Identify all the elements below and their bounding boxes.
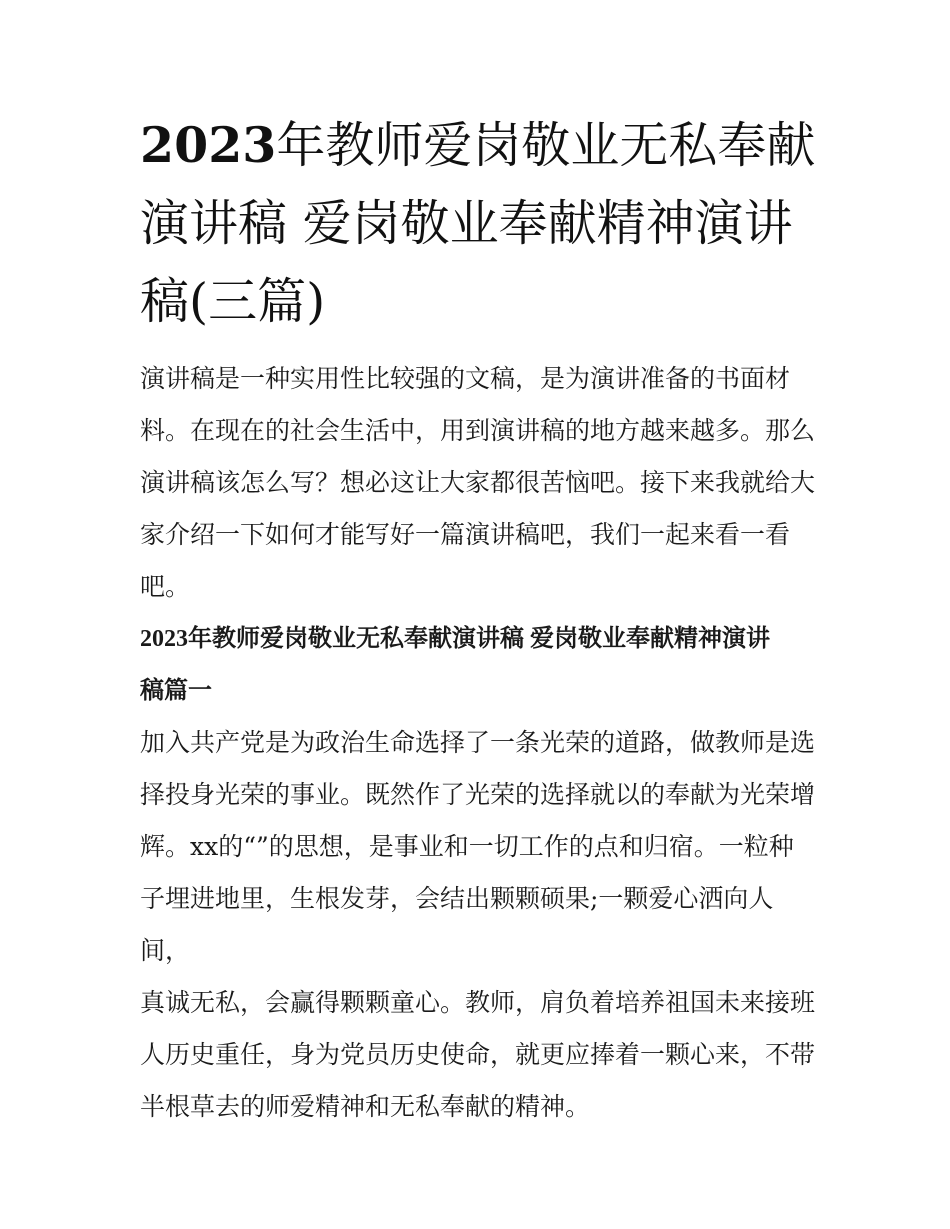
title-line-2: 演讲稿 爱岗敬业奉献精神演讲 xyxy=(140,195,793,252)
intro-paragraph xyxy=(140,353,820,613)
body-paragraph-2 xyxy=(140,977,820,1133)
body-line: 间， xyxy=(140,936,191,965)
intro-line: 演讲稿该怎么写？想必这让大家都很苦恼吧。接下来我就给大 xyxy=(140,468,816,497)
section-heading-line: 2023年教师爱岗敬业无私奉献演讲稿 爱岗敬业奉献精神演讲 xyxy=(140,626,770,652)
title-line-1-text: 年教师爱岗敬业无私奉献 xyxy=(276,117,816,174)
intro-line: 吧。 xyxy=(140,572,191,601)
body-line: 人历史重任，身为党员历史使命，就更应捧着一颗心来，不带 xyxy=(140,1040,816,1069)
title-line-1 xyxy=(140,106,820,185)
body-line: 择投身光荣的事业。既然作了光荣的选择就以的奉献为光荣增 xyxy=(140,780,816,809)
body-line: 辉。xx的“”的思想，是事业和一切工作的点和归宿。一粒种 xyxy=(140,832,794,861)
title-year: 2023 xyxy=(140,116,277,174)
title-line-3: 稿(三篇) xyxy=(140,273,326,330)
intro-line: 家介绍一下如何才能写好一篇演讲稿吧，我们一起来看一看 xyxy=(140,520,791,549)
document-body xyxy=(140,106,820,1133)
body-line: 真诚无私，会赢得颗颗童心。教师，肩负着培养祖国未来接班 xyxy=(140,988,816,1017)
intro-line: 料。在现在的社会生活中，用到演讲稿的地方越来越多。那么 xyxy=(140,416,816,445)
section-heading-line: 稿篇一 xyxy=(140,678,212,704)
section-heading xyxy=(140,613,820,717)
body-line: 半根草去的师爱精神和无私奉献的精神。 xyxy=(140,1092,591,1121)
intro-line: 演讲稿是一种实用性比较强的文稿，是为演讲准备的书面材 xyxy=(140,364,791,393)
document-title xyxy=(140,106,820,341)
body-paragraph-1 xyxy=(140,717,820,977)
body-line: 加入共产党是为政治生命选择了一条光荣的道路，做教师是选 xyxy=(140,728,816,757)
body-line: 子埋进地里，生根发芽，会结出颗颗硕果;一颗爱心洒向人 xyxy=(140,884,774,913)
